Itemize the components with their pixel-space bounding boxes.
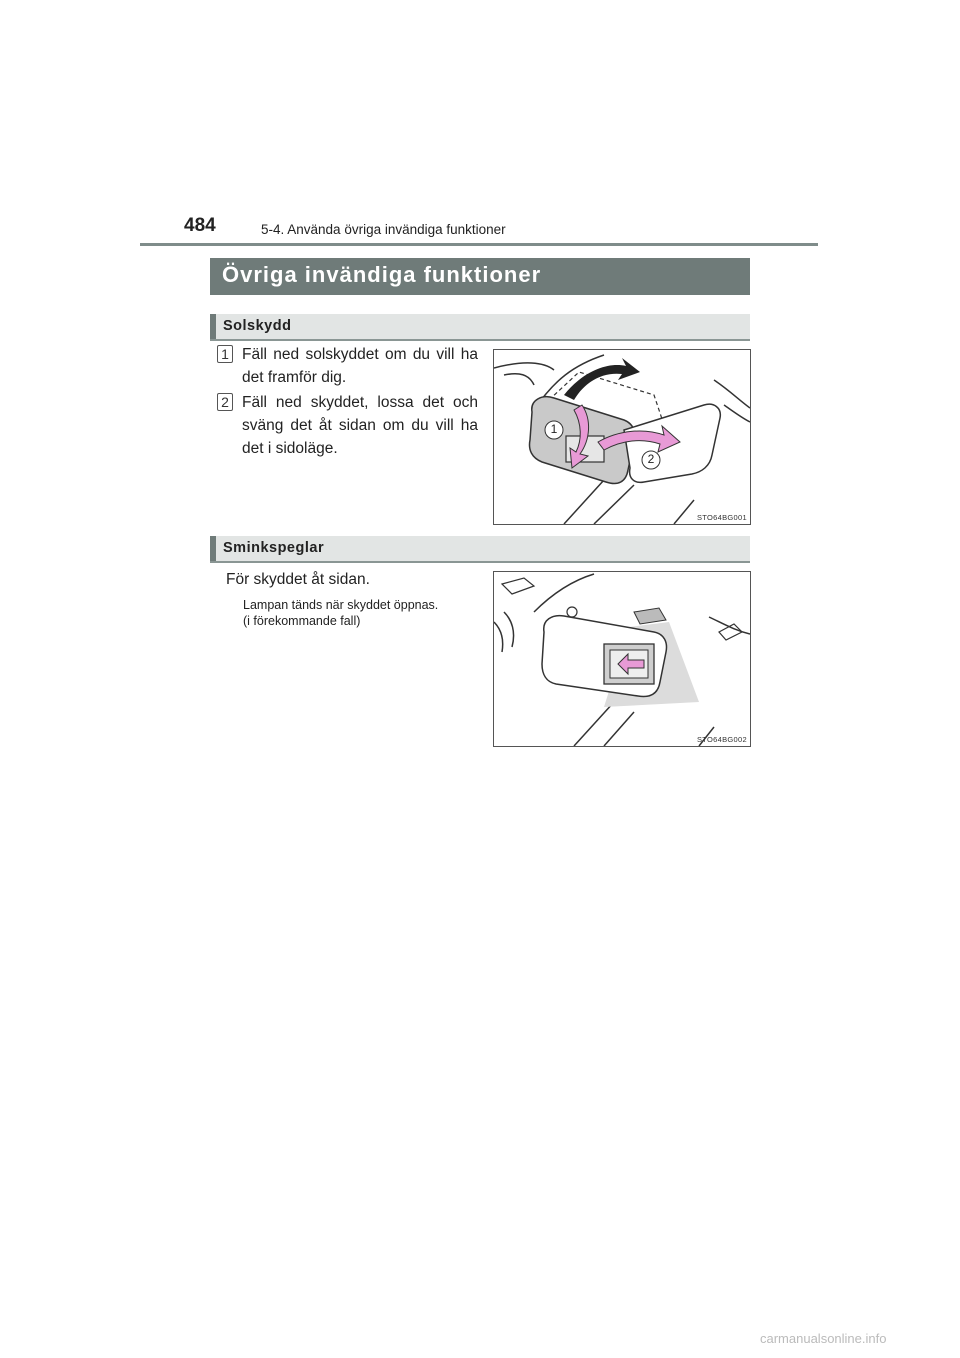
sun-visor-heading-bar [210, 314, 750, 341]
section-path: 5-4. Använda övriga invändiga funktioner [261, 222, 506, 237]
step-number-1: 1 [217, 345, 233, 363]
footer-watermark: carmanualsonline.info [760, 1331, 887, 1346]
page-number: 484 [184, 215, 216, 236]
vanity-mirror-instruction: För skyddet åt sidan. [226, 571, 370, 588]
vanity-mirror-figure-code: STO64BG002 [697, 735, 747, 744]
callout-1: 1 [550, 422, 558, 436]
sun-visor-figure-code: STO64BG001 [697, 513, 747, 522]
vanity-mirror-figure [493, 571, 751, 747]
header-rule [140, 243, 818, 246]
sun-visor-figure [493, 349, 751, 525]
vanity-mirror-note-line1: Lampan tänds när skyddet öppnas. [243, 598, 439, 612]
heading-tick [210, 536, 216, 561]
vanity-mirror-heading-bar [210, 536, 750, 563]
sun-visor-illustration [494, 350, 750, 524]
callout-2: 2 [647, 452, 655, 466]
step-text-1: Fäll ned solskyddet om du vill ha det framför dig. [242, 346, 478, 386]
sun-visor-heading: Solskydd [223, 318, 292, 334]
chapter-title: Övriga invändiga funktioner [222, 262, 542, 287]
vanity-mirror-heading: Sminkspeglar [223, 540, 325, 556]
step-number-2: 2 [217, 393, 233, 411]
heading-tick [210, 314, 216, 339]
vanity-mirror-note-line2: (i förekommande fall) [243, 614, 361, 628]
vanity-mirror-illustration [494, 572, 750, 746]
step-text-2: Fäll ned skyddet, lossa det och sväng det åt sidan om du vill ha det i sidoläge. [242, 394, 478, 457]
